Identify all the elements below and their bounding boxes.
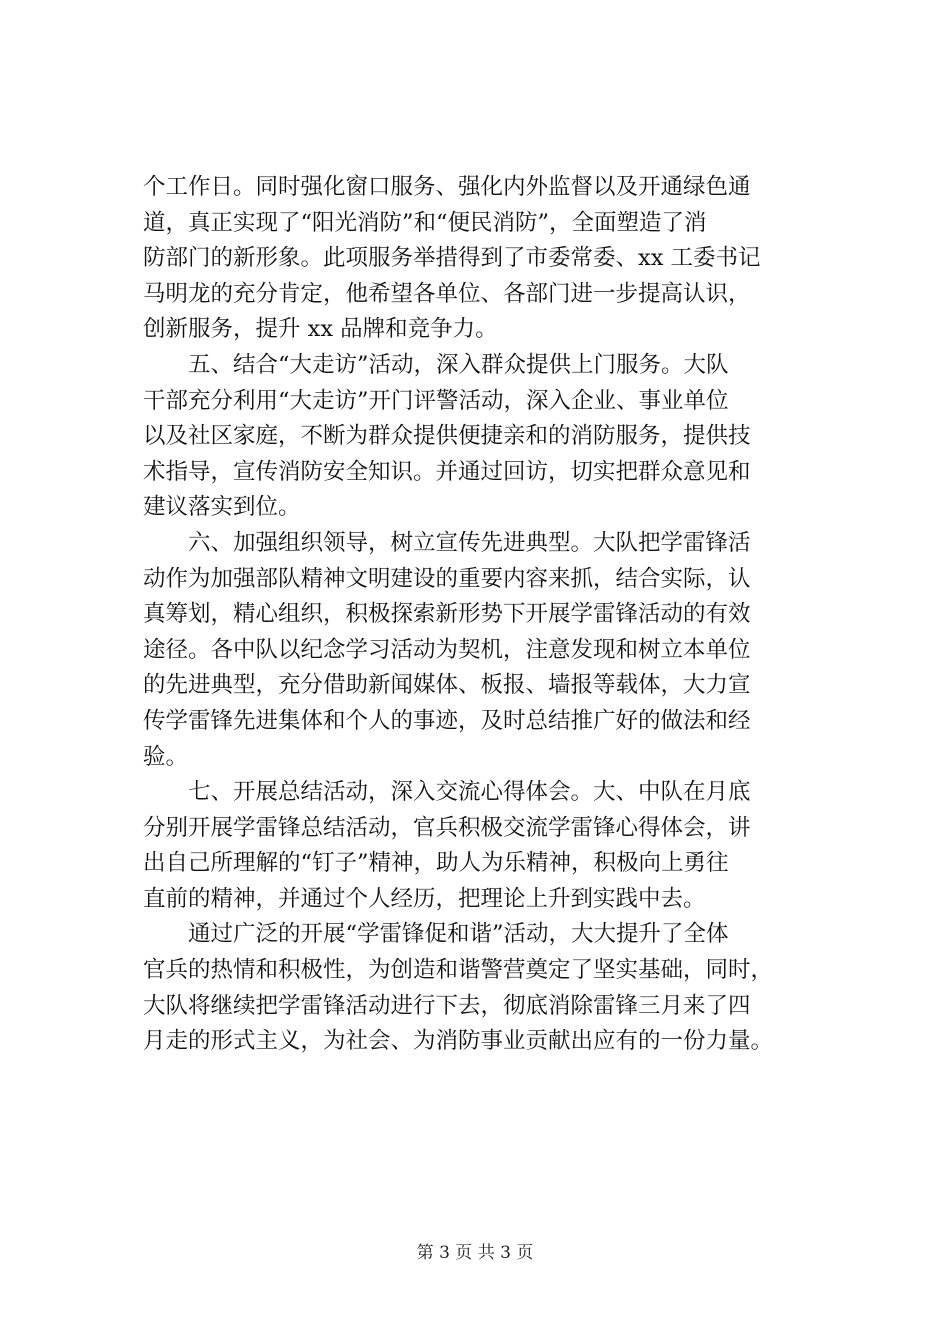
text-line: 月走的形式主义，为社会、为消防事业贡献出应有的一份力量。 — [143, 1028, 774, 1055]
text-line: 验。 — [143, 743, 189, 770]
text-line: 干部充分利用“大走访”开门评警活动，深入企业、事业单位 — [143, 387, 729, 414]
text-line: 以及社区家庭，不断为群众提供便捷亲和的消防服务，提供技 — [143, 423, 751, 450]
text-line: 个工作日。同时强化窗口服务、强化内外监督以及开通绿色通 — [143, 174, 751, 200]
text-line: 分别开展学雷锋总结活动，官兵积极交流学雷锋心得体会，讲 — [143, 814, 751, 841]
text-line: 真筹划，精心组织，积极探索新形势下开展学雷锋活动的有效 — [143, 601, 751, 628]
text-line: 出自己所理解的“钉子”精神，助人为乐精神，积极向上勇往 — [143, 850, 729, 877]
text-line: 道，真正实现了“阳光消防”和“便民消防”，全面塑造了消 — [143, 209, 707, 236]
page-number-footer: 第 3 页 共 3 页 — [416, 1243, 534, 1263]
text-line: 途径。各中队以纪念学习活动为契机，注意发现和树立本单位 — [143, 636, 751, 663]
paragraph-5-heading-line: 五、结合“大走访”活动，深入群众提供上门服务。大队 — [143, 351, 729, 378]
text-line: 防部门的新形象。此项服务举措得到了市委常委、xx 工委书记 — [143, 245, 761, 272]
document-body — [143, 170, 843, 1060]
text-line: 的先进典型，充分借助新闻媒体、板报、墙报等载体，大力宣 — [143, 672, 751, 699]
text-line: 直前的精神，并通过个人经历，把理论上升到实践中去。 — [143, 885, 706, 912]
text-line: 马明龙的充分肯定，他希望各单位、各部门进一步提高认识， — [143, 280, 751, 307]
text-line: 创新服务，提升 xx 品牌和竞争力。 — [143, 316, 498, 343]
text-line: 动作为加强部队精神文明建设的重要内容来抓，结合实际，认 — [143, 565, 751, 592]
text-line: 建议落实到位。 — [143, 494, 301, 521]
conclusion-first-line: 通过广泛的开展“学雷锋促和谐”活动，大大提升了全体 — [143, 921, 729, 948]
paragraph-6-heading-line: 六、加强组织领导，树立宣传先进典型。大队把学雷锋活 — [143, 529, 751, 556]
text-line: 术指导，宣传消防安全知识。并通过回访，切实把群众意见和 — [143, 458, 751, 485]
text-line: 官兵的热情和积极性，为创造和谐警营奠定了坚实基础，同时， — [143, 957, 774, 984]
text-line: 大队将继续把学雷锋活动进行下去，彻底消除雷锋三月来了四 — [143, 992, 751, 1019]
text-line: 传学雷锋先进集体和个人的事迹，及时总结推广好的做法和经 — [143, 707, 751, 734]
paragraph-7-heading-line: 七、开展总结活动，深入交流心得体会。大、中队在月底 — [143, 779, 751, 806]
